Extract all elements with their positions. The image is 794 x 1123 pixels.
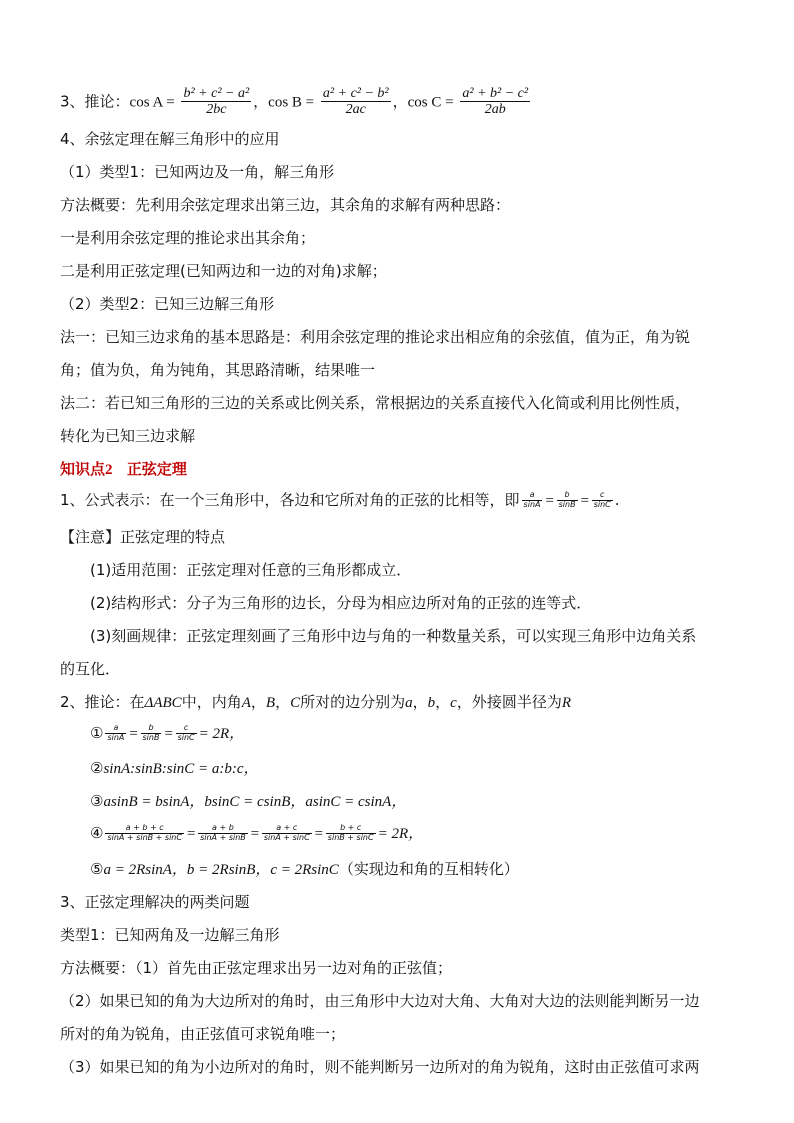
equals: = — [579, 493, 590, 509]
paragraph-line: 方法概要：先利用余弦定理求出第三边，其余角的求解有两种思路： — [60, 196, 511, 214]
note-text: （实现边和角的互相转化） — [338, 860, 519, 878]
equals: = — [185, 826, 197, 842]
fraction-cosB — [321, 86, 391, 118]
fraction — [262, 824, 312, 843]
paragraph-line: 【注意】正弦定理的特点 — [60, 528, 226, 546]
denominator: 2ab — [484, 102, 506, 118]
denominator: sinB — [142, 733, 160, 742]
paragraph-line: 所对的角为锐角，由正弦值可求锐角唯一； — [60, 1025, 346, 1043]
item-marker: ④ — [90, 824, 104, 842]
paragraph-line: 一是利用余弦定理的推论求出其余角； — [60, 229, 316, 247]
text: 3、推论： — [60, 92, 130, 111]
numerator: b — [148, 723, 154, 733]
numerator: b² + c² − a² — [183, 86, 250, 101]
equals: = — [313, 826, 324, 842]
denominator: sinB + sinC — [327, 833, 374, 842]
numerator: a² + b² − c² — [462, 86, 529, 101]
corollary-item-3 — [90, 790, 736, 813]
denominator: sinA + sinB — [200, 833, 246, 842]
text: 2、推论：在 — [60, 693, 145, 711]
paragraph-line: 3、正弦定理解决的两类问题 — [60, 893, 250, 911]
math-text: a = 2RsinA，b = 2RsinB，c = 2RsinC — [103, 862, 339, 878]
equals: = — [163, 726, 174, 742]
equals: = — [128, 726, 139, 742]
math-text: B — [265, 695, 276, 711]
text: 1、公式表示：在一个三角形中，各边和它所对角的正弦的比相等，即 — [60, 491, 520, 509]
heading-title: 正弦定理 — [126, 460, 187, 478]
text: ， — [412, 693, 428, 711]
numerator: a + b + c — [125, 823, 164, 833]
paragraph-line: 4、余弦定理在解三角形中的应用 — [60, 130, 280, 148]
denominator: sinA + sinC — [263, 833, 310, 842]
denominator: sinA + sinB + sinC — [107, 833, 182, 842]
numerator: b + c — [340, 823, 362, 833]
text: 中，内角 — [181, 693, 242, 711]
sine-law-formula-line: 1、公式表示：在一个三角形中，各边和它所对角的正弦的比相等，即 $\frac{a}{\sin A}$ = $\frac{b}{\sin B}$ = $\frac{c}{\sin C}$ . — [60, 490, 620, 509]
numerator: a + c — [276, 823, 298, 833]
denominator: sinC — [177, 733, 195, 742]
math-text: sinA:sinB:sinC = a:b:c， — [103, 761, 259, 777]
fraction — [557, 491, 578, 510]
denominator: sinB — [558, 500, 576, 509]
paragraph-line: （2）如果已知的角为大边所对的角时，由三角形中大边对大角、大角对大边的法则能判断另一边 — [60, 992, 700, 1010]
paragraph-line: (2)结构形式：分子为三角形的边长，分母为相应边所对角的正弦的连等式． — [90, 594, 592, 612]
equals: = — [249, 826, 260, 842]
fraction — [141, 724, 162, 743]
item-marker: ① — [90, 724, 104, 742]
math-text: cos A = — [129, 94, 175, 111]
heading-number: 知识点2 — [60, 462, 113, 478]
denominator: sinA — [107, 733, 125, 742]
math-text: C — [290, 695, 301, 711]
numerator: a — [529, 490, 535, 500]
denominator: sinC — [593, 500, 611, 509]
corollary-item-2 — [90, 757, 736, 780]
paragraph-line: 方法概要：（1）首先由正弦定理求出另一边对角的正弦值； — [60, 959, 453, 977]
math-text: b — [427, 695, 436, 711]
fraction — [105, 824, 184, 843]
fraction — [105, 724, 126, 743]
numerator: c — [183, 723, 189, 733]
paragraph-line: 法二：若已知三角形的三边的关系或比例关系，常根据边的关系直接代入化简或利用比例性质， — [60, 394, 691, 412]
denominator: 2ac — [345, 102, 366, 118]
math-text: ΔABC — [144, 695, 182, 711]
paragraph-line: 转化为已知三边求解 — [60, 427, 196, 445]
paragraph-line: (1)适用范围：正弦定理对任意的三角形都成立． — [90, 561, 412, 579]
paragraph-line: （2）类型2：已知三边解三角形 — [60, 295, 275, 313]
corollary-cos-line — [60, 86, 736, 118]
paragraph-line: 二是利用正弦定理(已知两边和一边的对角)求解； — [60, 262, 387, 280]
math-text: = 2R， — [377, 826, 424, 842]
paragraph-line: 法一：已知三边求角的基本思路是：利用余弦定理的推论求出相应角的余弦值，值为正，角为锐 — [60, 328, 691, 346]
math-text: asinB = bsinA，bsinC = csinB，asinC = csinA， — [103, 794, 407, 810]
text: ， — [435, 693, 451, 711]
math-text: ，cos C = — [392, 94, 454, 111]
fraction — [592, 491, 613, 510]
fraction — [522, 491, 543, 510]
math-text: A — [241, 695, 251, 711]
denominator: 2bc — [206, 102, 227, 118]
paragraph-line: 角；值为负，角为钝角，其思路清晰，结果唯一 — [60, 361, 376, 379]
math-text: ，cos B = — [253, 94, 315, 111]
paragraph-line: 的互化． — [60, 660, 121, 678]
text: ，外接圆半径为 — [456, 693, 562, 711]
text: 所对的边分别为 — [300, 693, 406, 711]
numerator: a + b — [212, 823, 234, 833]
fraction — [326, 824, 376, 843]
math-text: c — [450, 695, 457, 711]
numerator: a — [113, 723, 119, 733]
numerator: c — [600, 490, 605, 500]
denominator: sinA — [523, 500, 541, 509]
text: ， — [275, 693, 291, 711]
numerator: a² + c² − b² — [322, 86, 389, 101]
math-text: R — [561, 695, 571, 711]
item-marker: ② — [90, 759, 104, 777]
item-marker: ③ — [90, 792, 104, 810]
fraction-cosA — [181, 86, 251, 118]
fraction — [176, 724, 197, 743]
corollary-item-4 — [90, 822, 736, 845]
paragraph-line: （1）类型1：已知两边及一角，解三角形 — [60, 163, 335, 181]
corollary-item-1 — [90, 722, 736, 745]
math-text: = 2R， — [198, 726, 245, 742]
item-marker: ⑤ — [90, 860, 104, 878]
math-text: a — [405, 695, 413, 711]
equals: = — [544, 493, 555, 509]
paragraph-line: (3)刻画规律：正弦定理刻画了三角形中边与角的一种数量关系，可以实现三角形中边角关系 — [90, 627, 697, 645]
numerator: b — [564, 490, 570, 500]
fraction — [198, 824, 248, 843]
corollary-item-5 — [90, 858, 736, 881]
fraction-cosC — [460, 86, 530, 118]
corollary-line — [60, 691, 736, 714]
text: ， — [250, 693, 266, 711]
section-heading — [60, 458, 736, 481]
paragraph-line: （3）如果已知的角为小边所对的角时，则不能判断另一边所对的角为锐角，这时由正弦值可求两 — [60, 1058, 700, 1076]
paragraph-line: 类型1：已知两角及一边解三角形 — [60, 926, 280, 944]
